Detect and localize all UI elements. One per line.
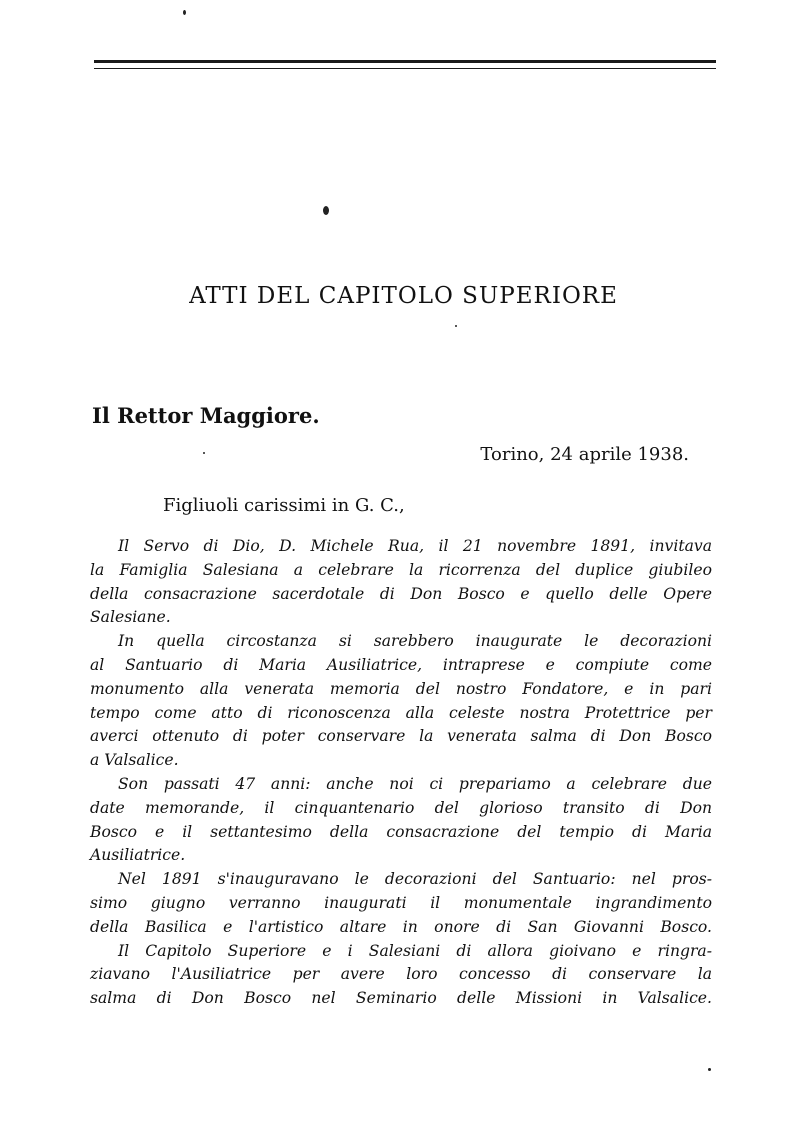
body-line: simo giugno verranno inaugurati il monumentale ingrandimento	[90, 893, 712, 912]
salutation: Figliuoli carissimi in G. C.,	[163, 495, 405, 516]
section-heading: Il Rettor Maggiore.	[92, 403, 320, 428]
letter-body	[90, 535, 712, 1011]
dateline: Torino, 24 aprile 1938.	[480, 444, 689, 465]
top-rule-thin	[94, 68, 716, 69]
body-line: salma di Don Bosco nel Seminario delle Missioni in Valsalice.	[90, 989, 712, 1008]
body-line: Il Capitolo Superiore e i Salesiani di allora gioivano e ringra-	[118, 941, 712, 960]
ink-speck	[323, 206, 329, 215]
body-line: della Basilica e l'artistico altare in onore di San Giovanni Bosco.	[90, 917, 712, 936]
body-line: Salesiane.	[90, 608, 171, 627]
ink-speck	[455, 325, 457, 327]
body-line: Son passati 47 anni: anche noi ci prepariamo a celebrare due	[118, 774, 712, 793]
ink-speck	[203, 452, 205, 454]
body-line: In quella circostanza si sarebbero inaugurate le decorazioni	[118, 632, 712, 651]
body-line: la Famiglia Salesiana a celebrare la ricorrenza del duplice giubileo	[90, 560, 712, 579]
ink-speck	[708, 1068, 711, 1071]
body-line: Nel 1891 s'inauguravano le decorazioni del Santuario: nel pros-	[118, 870, 712, 889]
body-line: Ausiliatrice.	[90, 846, 186, 865]
body-line: tempo come atto di riconoscenza alla celeste nostra Protettrice per	[90, 703, 712, 722]
page-title: ATTI DEL CAPITOLO SUPERIORE	[189, 283, 618, 309]
body-line: al Santuario di Maria Ausiliatrice, intraprese e compiute come	[90, 655, 712, 674]
body-line: Bosco e il settantesimo della consacrazione del tempio di Maria	[90, 822, 712, 841]
body-line: a Valsalice.	[90, 751, 179, 770]
body-line: Il Servo di Dio, D. Michele Rua, il 21 novembre 1891, invitava	[118, 537, 712, 555]
body-line: averci ottenuto di poter conservare la venerata salma di Don Bosco	[90, 727, 712, 746]
body-line: della consacrazione sacerdotale di Don Bosco e quello delle Opere	[90, 584, 712, 603]
body-line: monumento alla venerata memoria del nostro Fondatore, e in pari	[90, 679, 712, 698]
top-rule-thick	[94, 60, 716, 63]
body-line: ziavano l'Ausiliatrice per avere loro concesso di conservare la	[90, 965, 712, 984]
ink-speck	[183, 10, 186, 15]
body-line: date memorande, il cinquantenario del glorioso transito di Don	[90, 798, 712, 817]
